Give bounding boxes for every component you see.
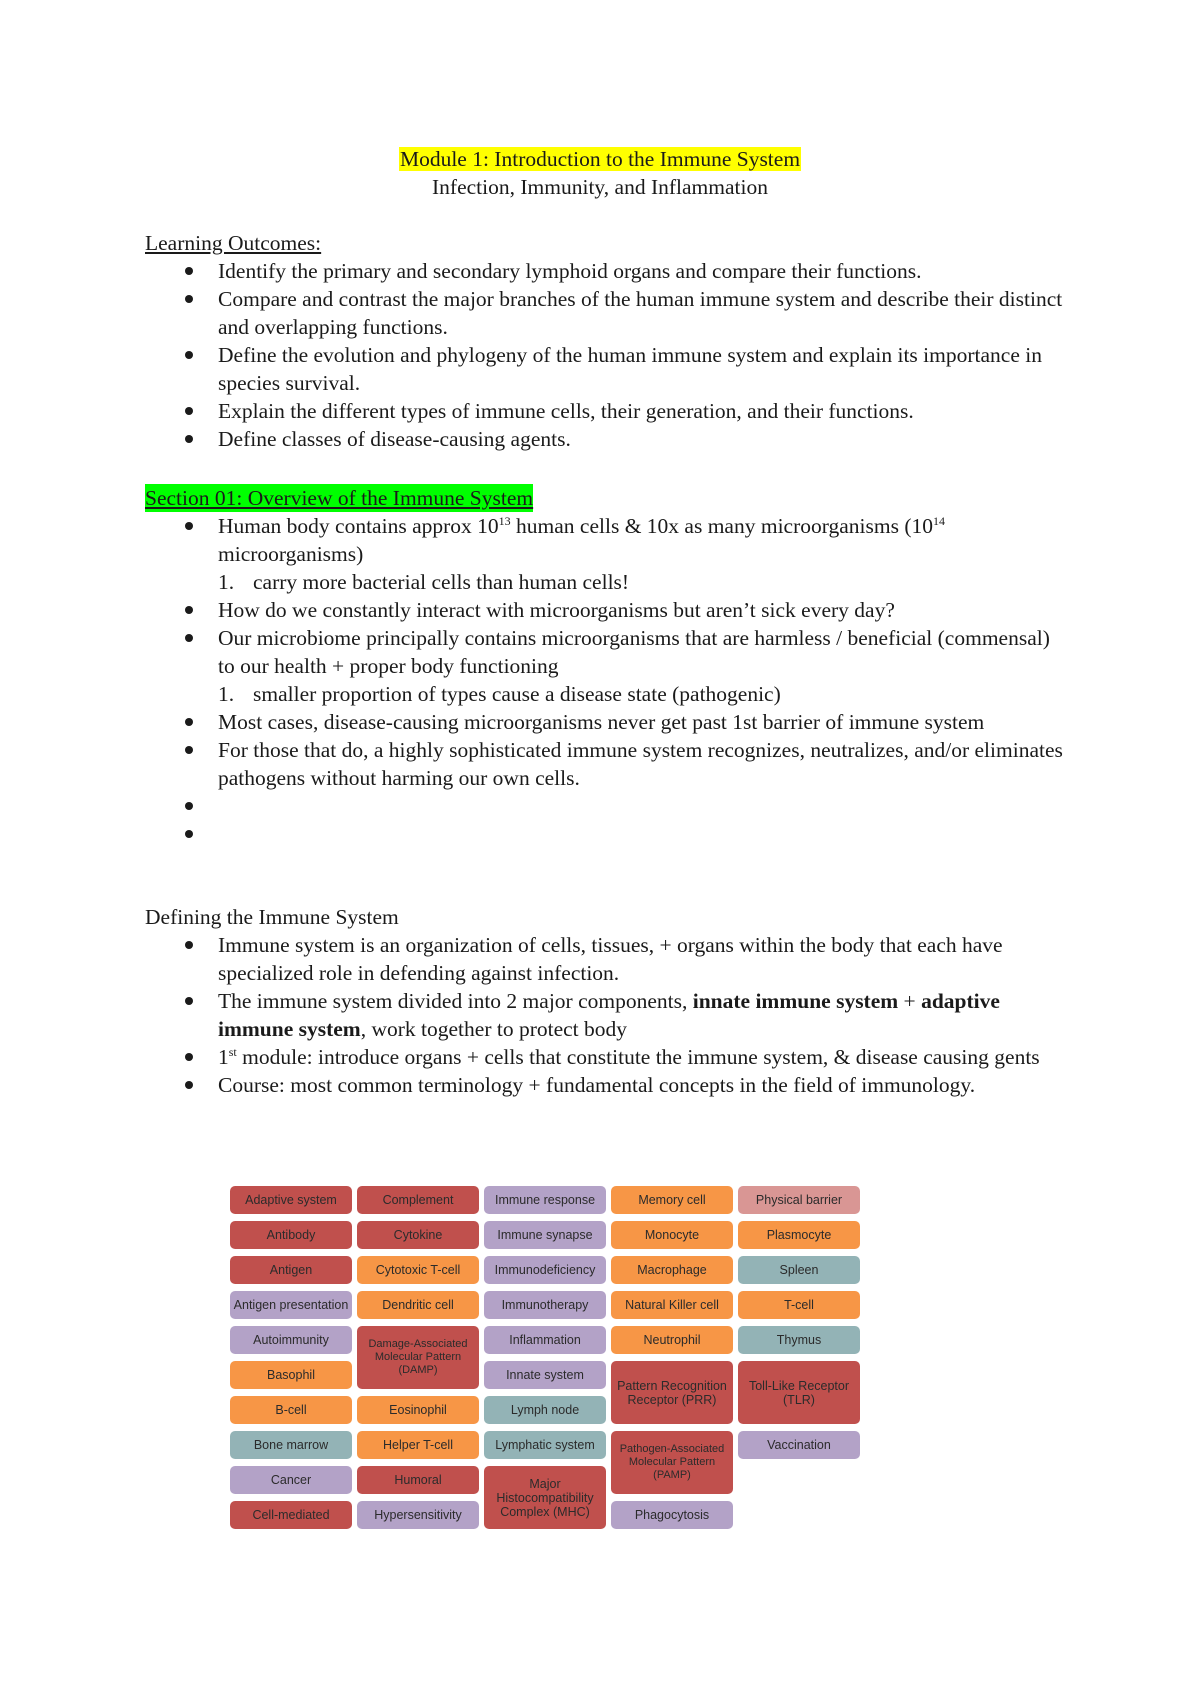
term-tile: Lymph node: [484, 1396, 606, 1424]
term-tile: Complement: [357, 1186, 479, 1214]
term-tile: Physical barrier: [738, 1186, 860, 1214]
section-01-list: [145, 512, 1065, 848]
term-tile: Major Histocompatibility Complex (MHC): [484, 1466, 606, 1529]
term-tile: Antibody: [230, 1221, 352, 1249]
term-tile: Cytokine: [357, 1221, 479, 1249]
term-tile: Cell-mediated: [230, 1501, 352, 1529]
list-item: Most cases, disease-causing microorganisms never get past 1st barrier of immune system: [145, 708, 1065, 736]
bullet-icon: [185, 830, 193, 838]
term-tile: Memory cell: [611, 1186, 733, 1214]
bullet-icon: [185, 606, 193, 614]
bullet-icon: [185, 407, 193, 415]
term-tile: Basophil: [230, 1361, 352, 1389]
bullet-icon: [185, 802, 193, 810]
title-block: [0, 145, 1200, 201]
bullet-icon: [185, 941, 193, 949]
bullet-icon: [185, 718, 193, 726]
term-tile: T-cell: [738, 1291, 860, 1319]
page-title: Module 1: Introduction to the Immune System: [399, 147, 801, 171]
term-tile: Damage-Associated Molecular Pattern (DAMP): [357, 1326, 479, 1389]
learning-outcomes-section: [145, 229, 1065, 453]
term-tile: Plasmocyte: [738, 1221, 860, 1249]
learning-outcomes-heading: Learning Outcomes:: [145, 231, 322, 255]
term-tile: Phagocytosis: [611, 1501, 733, 1529]
term-tile: Immune response: [484, 1186, 606, 1214]
sub-list: [218, 568, 1065, 596]
term-tile: Autoimmunity: [230, 1326, 352, 1354]
list-item: Define classes of disease-causing agents.: [145, 425, 1065, 453]
term-tile: Cytotoxic T-cell: [357, 1256, 479, 1284]
term-tile: Vaccination: [738, 1431, 860, 1459]
list-item: Human body contains approx $10^{13}$ human cells & 10x as many microorganisms ($10^{14}$ microorganisms) 1. carry more bacterial cells than human cells!: [145, 512, 1065, 596]
list-item: Explain the different types of immune cells, their generation, and their functions.: [145, 397, 1065, 425]
term-tile: Helper T-cell: [357, 1431, 479, 1459]
list-item: For those that do, a highly sophisticated immune system recognizes, neutralizes, and/or eliminates pathogens without harming our own cells.: [145, 736, 1065, 792]
page-subtitle: Infection, Immunity, and Inflammation: [432, 175, 768, 199]
term-tile: Innate system: [484, 1361, 606, 1389]
term-tile: Lymphatic system: [484, 1431, 606, 1459]
bullet-icon: [185, 267, 193, 275]
bullet-icon: [185, 746, 193, 754]
term-tile: Spleen: [738, 1256, 860, 1284]
term-tile: Immunotherapy: [484, 1291, 606, 1319]
list-item: 1st module: introduce organs + cells that constitute the immune system, & disease causing gents: [145, 1043, 1065, 1071]
learning-outcomes-list: [145, 257, 1065, 453]
section-01: [145, 484, 1065, 848]
bullet-icon: [185, 435, 193, 443]
bullet-icon: [185, 634, 193, 642]
term-tile: Natural Killer cell: [611, 1291, 733, 1319]
term-tile: Hypersensitivity: [357, 1501, 479, 1529]
term-tile: Immune synapse: [484, 1221, 606, 1249]
defining-list: [145, 931, 1065, 1099]
list-item: Define the evolution and phylogeny of the human immune system and explain its importance in species survival.: [145, 341, 1065, 397]
term-tile: Antigen presentation: [230, 1291, 352, 1319]
term-tile: Humoral: [357, 1466, 479, 1494]
term-tile: Cancer: [230, 1466, 352, 1494]
list-item: [145, 820, 1065, 848]
bullet-icon: [185, 997, 193, 1005]
immunology-terms-grid: [230, 1186, 860, 1531]
term-tile: Immunodeficiency: [484, 1256, 606, 1284]
term-tile: B-cell: [230, 1396, 352, 1424]
list-item: Our microbiome principally contains microorganisms that are harmless / beneficial (commensal) to our health + proper body functioning 1. smaller proportion of types cause a disease state (pathogenic): [145, 624, 1065, 708]
bullet-icon: [185, 295, 193, 303]
term-tile: Pattern Recognition Receptor (PRR): [611, 1361, 733, 1424]
sub-list-item: 1. smaller proportion of types cause a disease state (pathogenic): [218, 682, 781, 706]
list-item: Identify the primary and secondary lymphoid organs and compare their functions.: [145, 257, 1065, 285]
sub-list: [218, 680, 1065, 708]
term-tile: Macrophage: [611, 1256, 733, 1284]
bullet-icon: [185, 351, 193, 359]
bullet-icon: [185, 1053, 193, 1061]
list-item: Immune system is an organization of cells, tissues, + organs within the body that each have specialized role in defending against infection.: [145, 931, 1065, 987]
sub-list-item: 1. carry more bacterial cells than human cells!: [218, 570, 630, 594]
term-tile: Inflammation: [484, 1326, 606, 1354]
defining-heading: Defining the Immune System: [145, 905, 399, 929]
term-tile: Thymus: [738, 1326, 860, 1354]
term-tile: Antigen: [230, 1256, 352, 1284]
list-item: Compare and contrast the major branches of the human immune system and describe their distinct and overlapping functions.: [145, 285, 1065, 341]
list-item: [145, 792, 1065, 820]
defining-section: [145, 903, 1065, 1099]
term-tile: Bone marrow: [230, 1431, 352, 1459]
term-tile: Toll-Like Receptor (TLR): [738, 1361, 860, 1424]
bullet-icon: [185, 522, 193, 530]
bullet-icon: [185, 1081, 193, 1089]
term-tile: Adaptive system: [230, 1186, 352, 1214]
list-item: The immune system divided into 2 major components, innate immune system + adaptive immune system, work together to protect body: [145, 987, 1065, 1043]
term-tile: Pathogen-Associated Molecular Pattern (PAMP): [611, 1431, 733, 1494]
list-item: Course: most common terminology + fundamental concepts in the field of immunology.: [145, 1071, 1065, 1099]
section-01-heading: Section 01: Overview of the Immune System: [145, 486, 534, 510]
term-tile: Monocyte: [611, 1221, 733, 1249]
term-tile: Dendritic cell: [357, 1291, 479, 1319]
term-tile: Eosinophil: [357, 1396, 479, 1424]
term-tile: Neutrophil: [611, 1326, 733, 1354]
list-item: How do we constantly interact with microorganisms but aren’t sick every day?: [145, 596, 1065, 624]
